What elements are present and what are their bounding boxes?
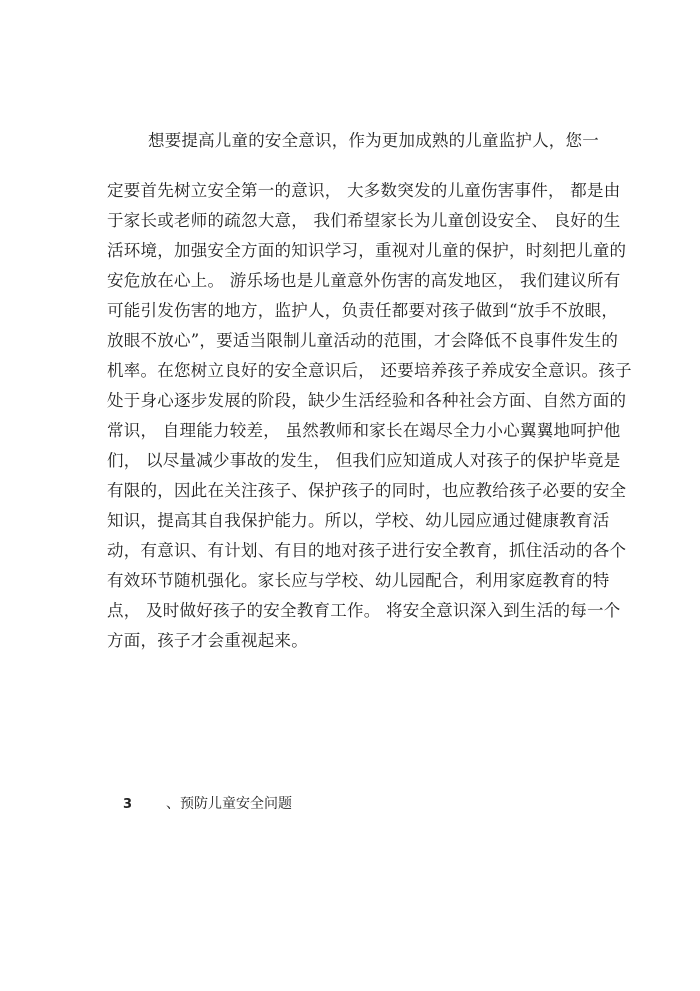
paragraph-line: 处于身心逐步发展的阶段，缺少生活经验和各种社会方面、自然方面的 bbox=[107, 391, 627, 410]
paragraph-line: 安危放在心上。 游乐场也是儿童意外伤害的高发地区， 我们建议所有 bbox=[107, 271, 621, 290]
paragraph-line: 点， 及时做好孩子的安全教育工作。 将安全意识深入到生活的每一个 bbox=[107, 601, 621, 620]
paragraph-line: 定要首先树立安全第一的意识， 大多数突发的儿童伤害事件， 都是由 bbox=[107, 181, 621, 200]
paragraph-line: 机率。在您树立良好的安全意识后， 还要培养孩子养成安全意识。孩子 bbox=[107, 361, 632, 380]
section-title: 、预防儿童安全问题 bbox=[166, 796, 293, 812]
paragraph-line: 动，有意识、有计划、有目的地对孩子进行安全教育，抓住活动的各个 bbox=[107, 541, 627, 560]
paragraph-line: 放眼不放心”，要适当限制儿童活动的范围，才会降低不良事件发生的 bbox=[107, 331, 619, 350]
section-heading bbox=[123, 795, 292, 814]
section-number: 3 bbox=[123, 797, 133, 812]
paragraph-line: 常识， 自理能力较差， 虽然教师和家长在竭尽全力小心翼翼地呵护他 bbox=[107, 421, 621, 440]
paragraph-line: 可能引发伤害的地方，监护人，负责任都要对孩子做到“放手不放眼， bbox=[107, 301, 619, 320]
paragraph-line: 有限的，因此在关注孩子、保护孩子的同时，也应教给孩子必要的安全 bbox=[107, 481, 627, 500]
paragraph-line: 于家长或老师的疏忽大意， 我们希望家长为儿童创设安全、 良好的生 bbox=[107, 211, 621, 230]
paragraph-line: 知识，提高其自我保护能力。所以，学校、幼儿园应通过健康教育活 bbox=[107, 511, 610, 530]
paragraph-line: 们， 以尽量减少事故的发生， 但我们应知道成人对孩子的保护毕竟是 bbox=[107, 451, 621, 470]
paragraph-line: 活环境，加强安全方面的知识学习，重视对儿童的保护，时刻把儿童的 bbox=[107, 241, 627, 260]
paragraph-line: 方面，孩子才会重视起来。 bbox=[107, 631, 308, 650]
paragraph-body bbox=[107, 181, 632, 661]
paragraph-first-line: 想要提高儿童的安全意识，作为更加成熟的儿童监护人，您一 bbox=[148, 131, 599, 150]
paragraph-line: 有效环节随机强化。家长应与学校、幼儿园配合，利用家庭教育的特 bbox=[107, 571, 610, 590]
